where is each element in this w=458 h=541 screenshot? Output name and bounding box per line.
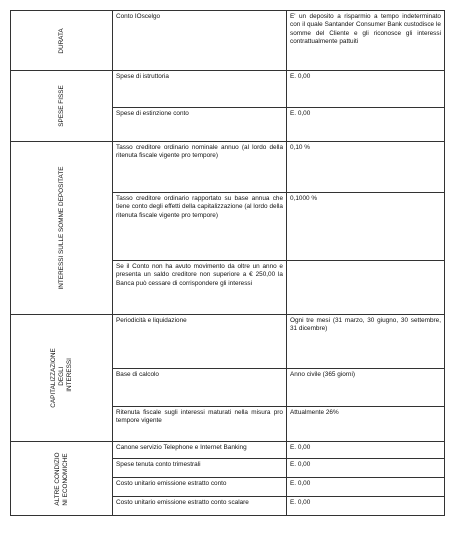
row-value: E. 0,00	[287, 497, 445, 516]
row-label: Tasso creditore ordinario rapportato su base annua che tiene conto degli effetti della capitalizzazione (al lordo della ritenuta fiscale vigente pro tempore)	[113, 193, 287, 261]
section-label: INTERESSI SULLE SOMME DEPOSITATE	[57, 166, 65, 290]
section-altre-condizioni	[11, 442, 113, 516]
section-label: SPESE FISSE	[57, 85, 65, 127]
section-label: NI ECONOMICHE	[61, 452, 69, 506]
row-label: Canone servizio Telephone e Internet Banking	[113, 442, 287, 459]
row-value: E. 0,00	[287, 108, 445, 142]
conditions-table	[10, 10, 445, 516]
row-value: Attualmente 26%	[287, 407, 445, 442]
row-label: Spese di estinzione conto	[113, 108, 287, 142]
row-label: Tasso creditore ordinario nominale annuo (al lordo della ritenuta fiscale vigente pro tempore)	[113, 142, 287, 193]
row-label: Base di calcolo	[113, 369, 287, 407]
row-label: Se il Conto non ha avuto movimento da oltre un anno e presenta un saldo creditore non superiore a € 250,00 la Banca può cessare di corrispondere gli interessi	[113, 261, 287, 315]
section-label: DEGLI	[57, 366, 65, 386]
row-value: E' un deposito a risparmio a tempo indeterminato con il quale Santander Consumer Bank custodisce le somme del Cliente e gli riconosce gli interessi contrattualmente pattuiti	[287, 11, 445, 71]
row-value: E. 0,00	[287, 478, 445, 497]
row-label: Costo unitario emissione estratto conto scalare	[113, 497, 287, 516]
section-label: DURATA	[57, 27, 65, 54]
section-interessi	[11, 142, 113, 315]
row-label: Ritenuta fiscale sugli interessi maturati nella misura pro tempore vigente	[113, 407, 287, 442]
section-spese-fisse	[11, 71, 113, 142]
row-value: E. 0,00	[287, 442, 445, 459]
row-value: Anno civile (365 giorni)	[287, 369, 445, 407]
section-label: INTERESSI	[65, 358, 73, 392]
row-label: Spese tenuta conto trimestrali	[113, 459, 287, 478]
row-value: 0,1000 %	[287, 193, 445, 261]
row-value: 0,10 %	[287, 142, 445, 193]
row-value	[287, 261, 445, 315]
section-label: ALTRE CONDIZIO	[53, 451, 61, 506]
section-durata	[11, 11, 113, 71]
row-value: Ogni tre mesi (31 marzo, 30 giugno, 30 settembre, 31 dicembre)	[287, 315, 445, 369]
row-label: Conto IOscelgo	[113, 11, 287, 71]
section-capitalizzazione	[11, 315, 113, 442]
row-label: Spese di istruttoria	[113, 71, 287, 108]
row-value: E. 0,00	[287, 71, 445, 108]
row-label: Costo unitario emissione estratto conto	[113, 478, 287, 497]
row-value: E. 0,00	[287, 459, 445, 478]
section-label: CAPITALIZZAZIONE	[49, 348, 57, 408]
row-label: Periodicità e liquidazione	[113, 315, 287, 369]
